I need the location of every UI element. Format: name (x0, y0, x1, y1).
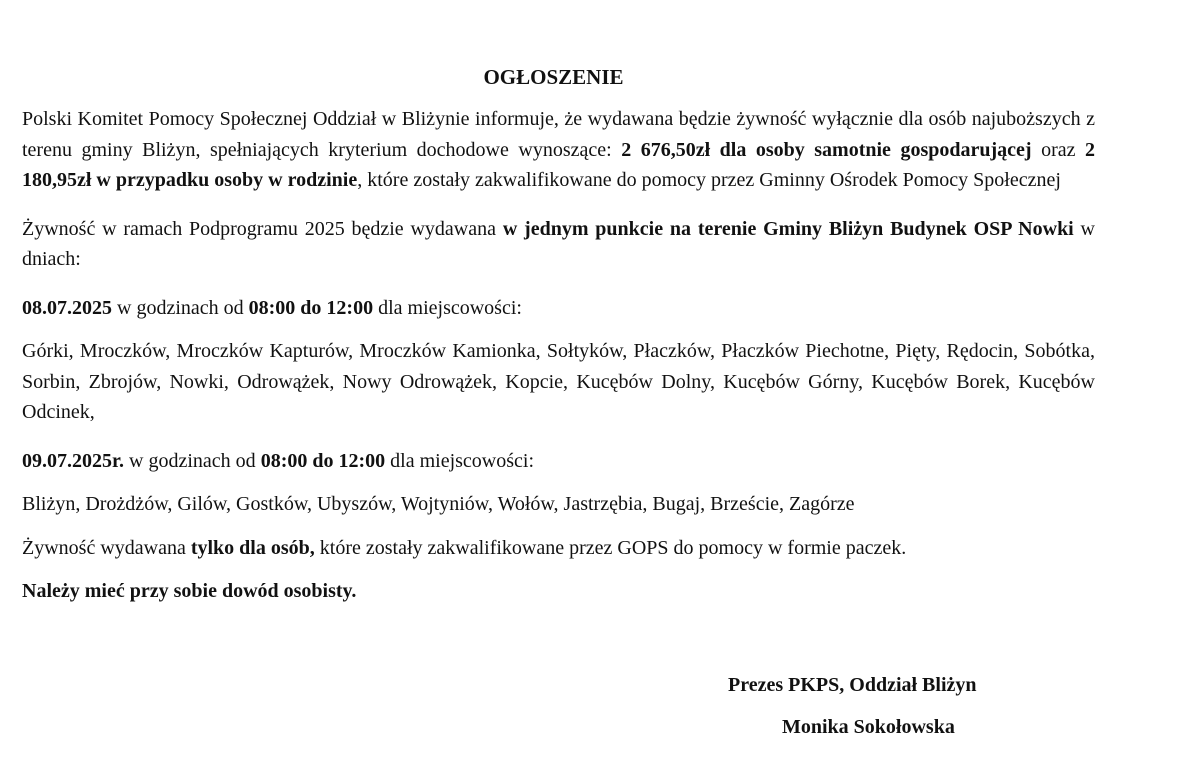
signature-role: Prezes PKPS, Oddział Bliżyn (728, 674, 977, 696)
first-date: 08.07.2025 (22, 296, 112, 319)
signature-name: Monika Sokołowska (782, 716, 955, 738)
eligibility-details: które zostały zakwalifikowane przez GOPS do pomocy w formie paczek. (314, 536, 907, 559)
second-date-paragraph (22, 446, 1095, 477)
first-date-hours-label: w godzinach od (112, 296, 249, 319)
second-date: 09.07.2025r. (22, 449, 125, 472)
id-requirement (22, 576, 1095, 607)
eligibility-text: Żywność wydawana (22, 536, 191, 559)
second-date-hours-label: w godzinach od (124, 449, 261, 472)
distribution-days-text: w dniach: (22, 217, 1095, 270)
announcement-title: OGŁOSZENIE (483, 65, 624, 89)
eligibility-emphasis: tylko dla osób, (190, 536, 315, 559)
id-requirement-text: Należy mieć przy sobie dowód osobisty. (22, 580, 357, 602)
first-date-places-label: dla miejscowości: (373, 296, 522, 319)
intro-text: Polski Komitet Pomocy Społecznej Oddział w Bliżynie informuje, że wydawana będzie żywność wyłącznie dla osób najuboższych z terenu gminy Bliżyn, spełniających kryterium dochodowe wynoszące: (22, 108, 1095, 161)
second-date-places-label: dla miejscowości: (385, 449, 534, 472)
first-date-paragraph (22, 293, 1095, 324)
first-date-places: Górki, Mroczków, Mroczków Kapturów, Mroczków Kamionka, Sołtyków, Płaczków, Płaczków Piechotne, Pięty, Rędocin, Sobótka, Sorbin, Zbrojów, Nowki, Odrowążek, Nowy Odrowążek, Kopcie, Kucębów Dolny, Kucębów Górny, Kucębów Borek, Kucębów Odcinek, (22, 340, 1095, 423)
second-date-places: Bliżyn, Drożdżów, Gilów, Gostków, Ubyszów, Wojtyniów, Wołów, Jastrzębia, Bugaj, Brzeście, Zagórze (22, 493, 855, 515)
distribution-location-paragraph (22, 214, 1095, 275)
distribution-location: w jednym punkcie na terenie Gminy Bliżyn Budynek OSP Nowki (502, 217, 1074, 240)
intro-paragraph (22, 104, 1095, 196)
announcement-document (22, 62, 1095, 625)
income-criterion-family: 2 180,95zł w przypadku osoby w rodzinie (22, 138, 1096, 191)
eligibility-paragraph (22, 533, 1095, 564)
first-date-hours: 08:00 do 12:00 (248, 296, 374, 319)
intro-conjunction: oraz (1031, 138, 1086, 161)
income-criterion-single: 2 676,50zł dla osoby samotnie gospodarującej (621, 138, 1032, 161)
intro-qualification-text: , które zostały zakwalifikowane do pomocy przez Gminny Ośrodek Pomocy Społecznej (357, 169, 1061, 191)
second-date-hours: 08:00 do 12:00 (260, 449, 386, 472)
distribution-text: Żywność w ramach Podprogramu 2025 będzie wydawana (22, 217, 503, 240)
